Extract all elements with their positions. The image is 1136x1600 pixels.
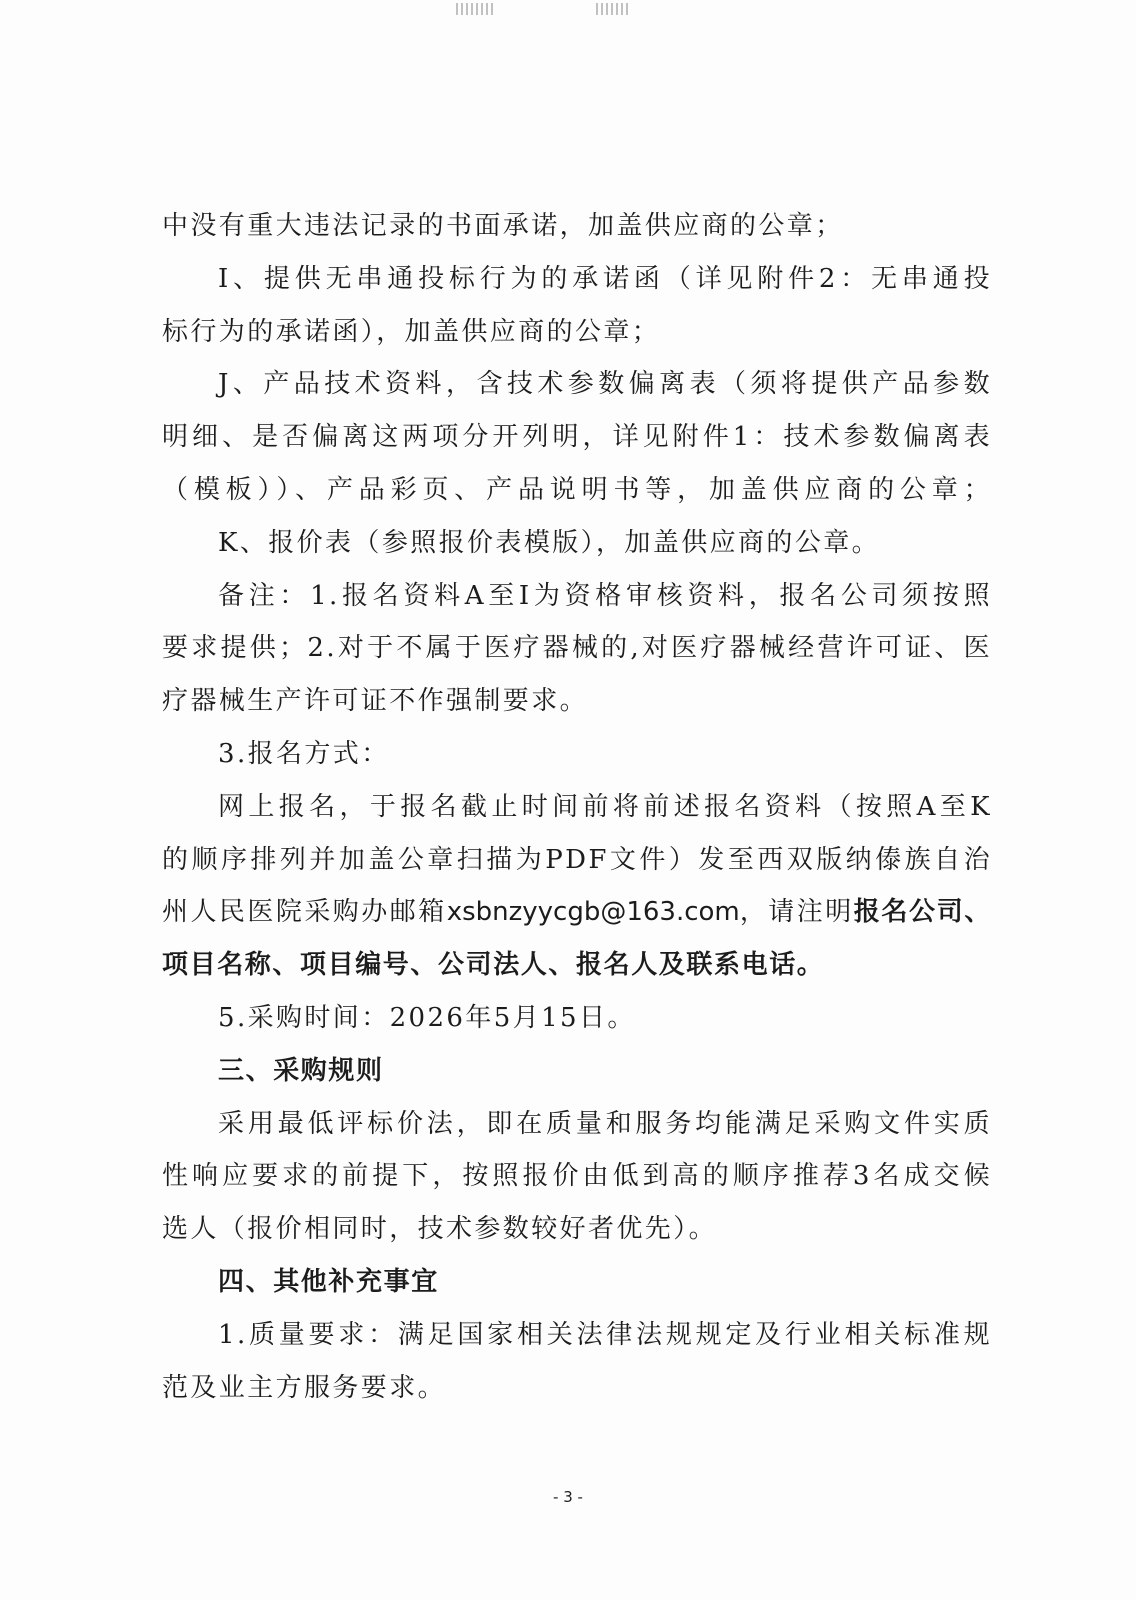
- section-heading: 三、采购规则: [218, 1055, 384, 1086]
- text-line: 1.质量要求：满足国家相关法律法规规定及行业相关标准规: [218, 1319, 992, 1350]
- text-line: 采用最低评标价法，即在质量和服务均能满足采购文件实质: [218, 1108, 992, 1139]
- text-line: 要求提供；2.对于不属于医疗器械的,对医疗器械经营许可证、医: [162, 633, 992, 664]
- text-line: 的顺序排列并加盖公章扫描为PDF文件）发至西双版纳傣族自治: [162, 844, 992, 875]
- text-line: 5.采购时间：2026年5月15日。: [218, 1002, 636, 1033]
- email-line-bold-tail: 报名公司、: [853, 897, 992, 928]
- scan-artifact: [456, 0, 528, 18]
- text-line: 疗器械生产许可证不作强制要求。: [162, 686, 589, 717]
- paragraph-block: [162, 992, 992, 1414]
- text-line: 备注：1.报名资料A至I为资格审核资料，报名公司须按照: [218, 580, 992, 611]
- section-heading: 四、其他补充事宜: [218, 1266, 439, 1297]
- required-info-line: 项目名称、项目编号、公司法人、报名人及联系电话。: [162, 950, 825, 981]
- scan-artifact: [596, 0, 656, 18]
- paragraph-block: [162, 200, 992, 886]
- text-line: 中没有重大违法记录的书面承诺，加盖供应商的公章；: [162, 211, 844, 241]
- email-line-prefix: 州人民医院采购办邮箱: [162, 897, 447, 928]
- text-line: 标行为的承诺函），加盖供应商的公章；: [162, 316, 661, 347]
- document-body: [162, 200, 992, 1414]
- email-address[interactable]: xsbnzyycgb@163.com: [446, 897, 740, 928]
- text-line: J、产品技术资料，含技术参数偏离表（须将提供产品参数: [218, 369, 992, 400]
- page-number: - 3 -: [553, 1488, 583, 1506]
- text-line: K、报价表（参照报价表模版），加盖供应商的公章。: [218, 527, 881, 558]
- text-line: 范及业主方服务要求。: [162, 1372, 447, 1403]
- text-line: 明细、是否偏离这两项分开列明，详见附件1：技术参数偏离表: [162, 422, 992, 453]
- text-line: 性响应要求的前提下，按照报价由低到高的顺序推荐3名成交候: [162, 1161, 992, 1192]
- text-line: I、提供无串通投标行为的承诺函（详见附件2：无串通投: [218, 263, 992, 294]
- email-line: [162, 886, 992, 939]
- text-line: 网上报名，于报名截止时间前将前述报名资料（按照A至K: [218, 791, 992, 822]
- text-line: 3.报名方式：: [218, 738, 390, 769]
- email-line-middle: ，请注明: [739, 897, 854, 928]
- text-line: （模板））、产品彩页、产品说明书等，加盖供应商的公章；: [162, 474, 992, 505]
- text-line: 选人（报价相同时，技术参数较好者优先）。: [162, 1214, 718, 1245]
